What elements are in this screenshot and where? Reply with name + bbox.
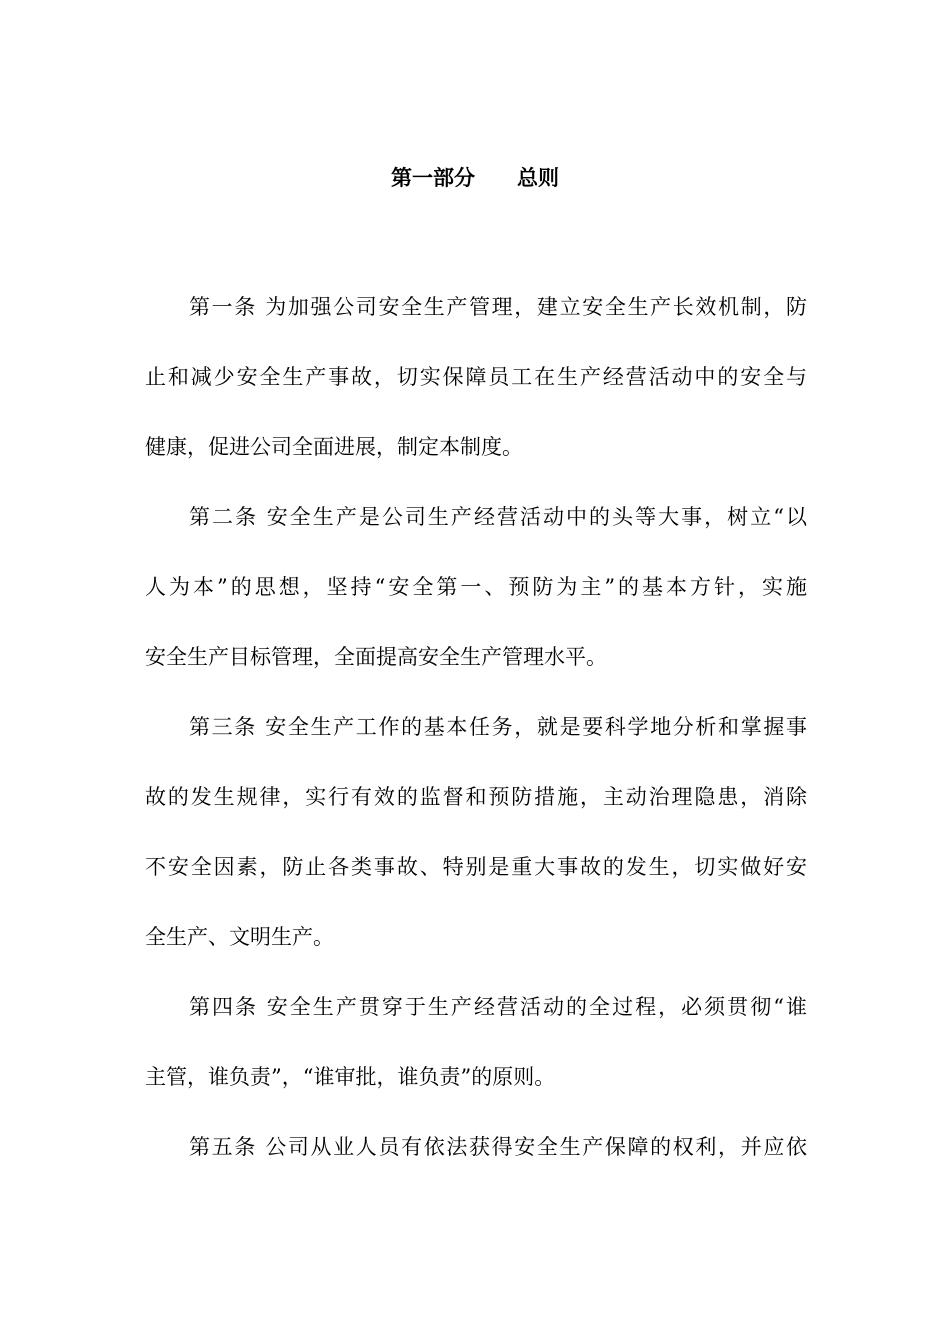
text-line: 故的发生规律，实行有效的监督和预防措施，主动治理隐患，消除 bbox=[145, 785, 807, 809]
text-line: 第一条 为加强公司安全生产管理，建立安全生产长效机制，防 bbox=[189, 295, 807, 319]
article-5-paragraph bbox=[145, 1112, 807, 1182]
article-2-paragraph bbox=[145, 482, 807, 692]
text-line: 第三条 安全生产工作的基本任务，就是要科学地分析和掌握事 bbox=[189, 715, 807, 739]
text-line: 安全生产目标管理，全面提高安全生产管理水平。 bbox=[145, 645, 607, 669]
page-title: 第一部分 总则 bbox=[391, 165, 559, 190]
text-line: 止和减少安全生产事故，切实保障员工在生产经营活动中的安全与 bbox=[145, 365, 807, 389]
text-line: 全生产、文明生产。 bbox=[145, 925, 334, 949]
article-4-paragraph bbox=[145, 972, 807, 1112]
text-line: 人为本”的思想，坚持“安全第一、预防为主”的基本方针，实施 bbox=[145, 575, 807, 599]
article-1-paragraph bbox=[145, 272, 807, 482]
text-line: 健康，促进公司全面进展，制定本制度。 bbox=[145, 435, 523, 459]
text-line: 第四条 安全生产贯穿于生产经营活动的全过程，必须贯彻“谁 bbox=[189, 995, 807, 1019]
document-body bbox=[145, 272, 807, 1182]
article-3-paragraph bbox=[145, 692, 807, 972]
text-line: 主管，谁负责”，“谁审批，谁负责”的原则。 bbox=[145, 1065, 556, 1089]
text-line: 第二条 安全生产是公司生产经营活动中的头等大事，树立“以 bbox=[189, 505, 807, 529]
text-line: 不安全因素，防止各类事故、特别是重大事故的发生，切实做好安 bbox=[145, 855, 807, 879]
text-line: 第五条 公司从业人员有依法获得安全生产保障的权利，并应依 bbox=[189, 1135, 807, 1159]
